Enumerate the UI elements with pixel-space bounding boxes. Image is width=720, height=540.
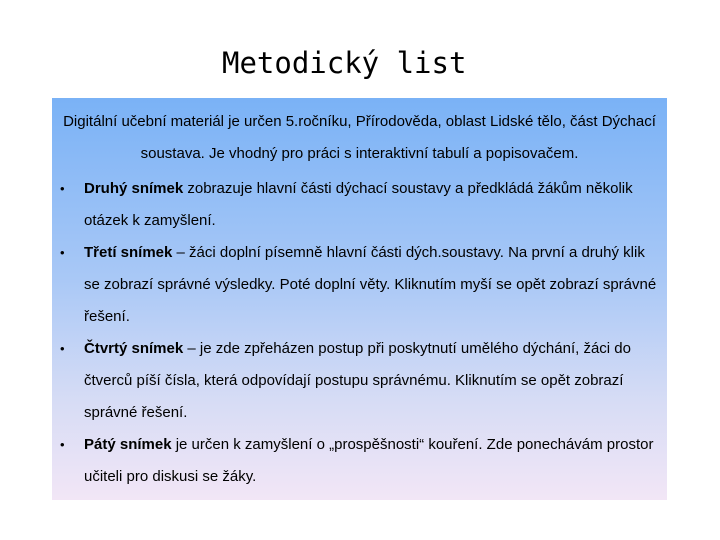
content-panel	[52, 98, 667, 500]
bullet-icon: •	[60, 437, 65, 452]
slide-name: Třetí snímek	[84, 244, 173, 261]
item-text: – je zde zpřeházen postup při poskytnutí umělého dýchání, žáci do čtverců píší čísla, která odpovídají postupu správnému. Kliknutím se opět zobrazí správné řešení.	[84, 340, 631, 421]
list-item	[52, 429, 667, 493]
list-item	[52, 333, 667, 429]
list-item	[52, 237, 667, 333]
slide-name: Čtvrtý snímek	[84, 340, 184, 357]
bullet-icon: •	[60, 245, 65, 260]
bullet-icon: •	[60, 341, 65, 356]
item-text: – žáci doplní písemně hlavní části dých.soustavy. Na první a druhý klik se zobrazí správné výsledky. Poté doplní věty. Kliknutím myší se opět zobrazí správné řešení.	[84, 244, 657, 325]
slide-name: Pátý snímek	[84, 436, 172, 453]
list-item	[52, 173, 667, 237]
bullet-list	[52, 173, 667, 493]
intro-paragraph: Digitální učební materiál je určen 5.ročníku, Přírodověda, oblast Lidské tělo, část Dýchací soustava. Je vhodný pro práci s interaktivní tabulí a popisovačem.	[63, 113, 656, 162]
item-text: zobrazuje hlavní části dýchací soustavy a předkládá žákům několik otázek k zamyšlení.	[84, 180, 633, 229]
slide-name: Druhý snímek	[84, 180, 184, 197]
bullet-icon: •	[60, 181, 65, 196]
page-title: Metodický list	[222, 46, 467, 80]
item-text: je určen k zamyšlení o „prospěšnosti“ kouření. Zde ponechávám prostor učiteli pro diskusi se žáky.	[84, 436, 654, 485]
